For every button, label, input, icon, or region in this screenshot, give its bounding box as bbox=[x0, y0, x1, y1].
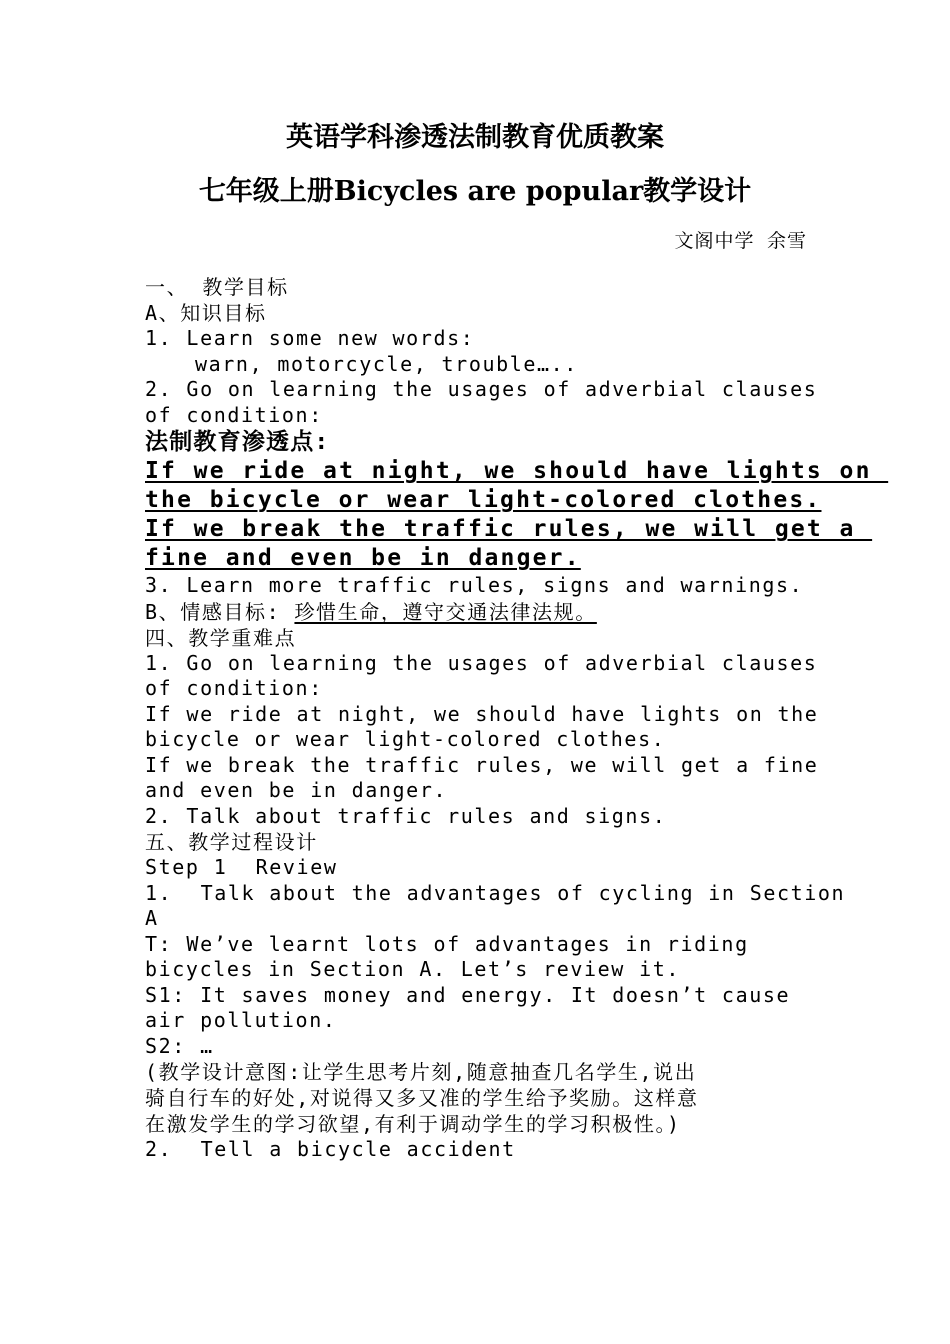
section-heading-procedure: 五、教学过程设计 bbox=[145, 830, 318, 854]
author-line: 文阁中学 余雪 bbox=[674, 230, 807, 252]
law-point-line: If we break the traffic rules, we will get a bbox=[145, 516, 873, 542]
key-point-line: If we break the traffic rules, we will get a fine bbox=[145, 752, 819, 777]
document-body bbox=[145, 274, 889, 1163]
law-education-heading: 法制教育渗透点: bbox=[145, 429, 330, 455]
emotional-objectives-value: 珍惜生命，遵守交通法律法规。 bbox=[294, 599, 597, 624]
law-point-line: If we ride at night, we should have lights on bbox=[145, 458, 889, 484]
law-point-line: fine and even be in danger. bbox=[145, 545, 581, 571]
key-point-line: and even be in danger. bbox=[145, 778, 448, 802]
step-1-line: S2: … bbox=[145, 1033, 214, 1058]
section-heading-objectives: 一、 教学目标 bbox=[145, 275, 289, 299]
step-1-line: A bbox=[145, 906, 159, 930]
step-1-line: 1. Talk about the advantages of cycling in Section bbox=[145, 880, 846, 905]
step-1-line: air pollution. bbox=[145, 1008, 337, 1032]
subheading-knowledge-objectives: A、知识目标 bbox=[145, 301, 267, 325]
design-intent-line: 在激发学生的学习欲望,有利于调动学生的学习积极性。) bbox=[145, 1112, 681, 1136]
objective-2-line-1: 2. Go on learning the usages of adverbial clauses bbox=[145, 377, 818, 401]
lesson-title: 七年级上册Bicycles are popular教学设计 bbox=[198, 176, 752, 207]
document-title: 英语学科渗透法制教育优质教案 bbox=[286, 122, 664, 153]
design-intent-line: 骑自行车的好处,对说得又多又准的学生给予奖励。这样意 bbox=[145, 1086, 699, 1110]
design-intent-line: (教学设计意图:让学生思考片刻,随意抽查几名学生,说出 bbox=[145, 1060, 697, 1084]
section-heading-key-points: 四、教学重难点 bbox=[145, 625, 297, 650]
objective-1: 1. Learn some new words: bbox=[145, 326, 475, 350]
key-point-line: 1. Go on learning the usages of adverbial clauses bbox=[145, 650, 818, 675]
key-point-line: of condition: bbox=[145, 676, 323, 700]
objective-2-line-2: of condition: bbox=[145, 402, 323, 427]
emotional-objectives-label: B、情感目标: bbox=[145, 599, 295, 624]
law-point-line: the bicycle or wear light-colored clothes. bbox=[145, 487, 822, 513]
step-1-line: T: We’ve learnt lots of advantages in riding bbox=[145, 931, 749, 956]
key-point-line: bicycle or wear light-colored clothes. bbox=[145, 727, 666, 751]
key-point-line: If we ride at night, we should have lights on the bbox=[145, 701, 819, 726]
key-point-line: 2. Talk about traffic rules and signs. bbox=[145, 803, 667, 828]
step-1-item-2: 2. Tell a bicycle accident bbox=[145, 1137, 516, 1161]
objective-1-words: warn, motorcycle, trouble….. bbox=[195, 351, 578, 376]
step-1-line: bicycles in Section A. Let’s review it. bbox=[145, 957, 680, 981]
step-1-title: Step 1 Review bbox=[145, 855, 338, 879]
objective-3: 3. Learn more traffic rules, signs and warnings. bbox=[145, 573, 804, 597]
emotional-objectives bbox=[145, 599, 810, 625]
step-1-line: S1: It saves money and energy. It doesn’t cause bbox=[145, 982, 791, 1007]
